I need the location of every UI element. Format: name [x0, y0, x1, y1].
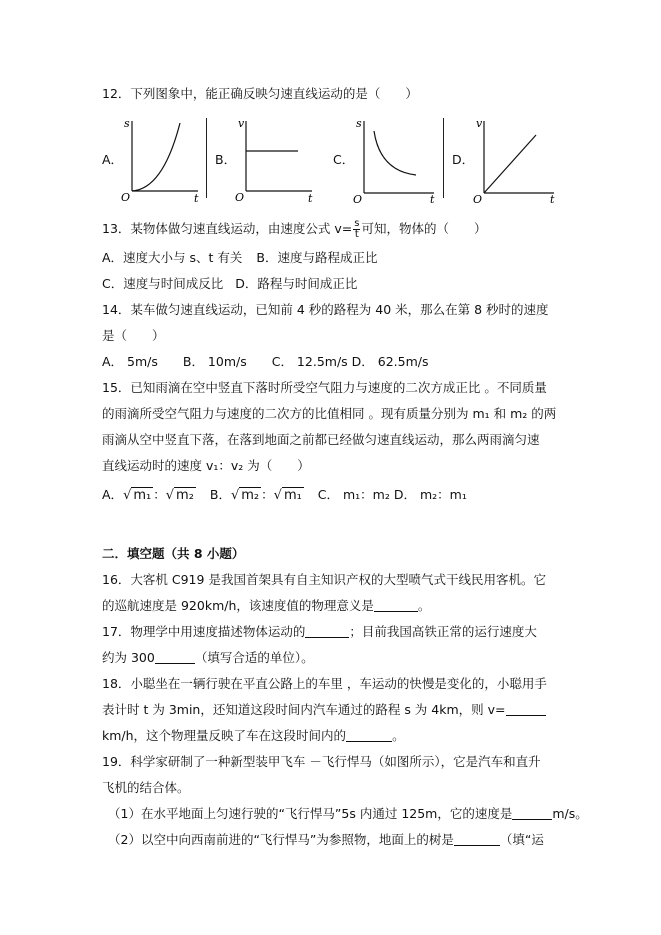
q12-graph-c-y-axis: s — [356, 117, 362, 130]
q18-line-3: km/h，这个物理量反映了车在这段时间内的 。 — [102, 728, 405, 743]
q12-graph-d-y-axis: v — [476, 117, 483, 130]
q12-divider — [443, 118, 444, 198]
sqrt-m2: √ m₂ — [230, 488, 260, 503]
q16-line-2: 的巡航速度是 920km/h，该速度值的物理意义是 。 — [102, 598, 431, 613]
q15-line-4: 直线运动时的速度 v₁：v₂ 为（ ） — [102, 458, 310, 473]
q13-stem — [102, 219, 487, 240]
q12-graph-a-y-axis: s — [124, 117, 130, 130]
q19-answer-blank-1[interactable] — [512, 806, 552, 820]
q12-option-a-label: A． — [102, 152, 124, 167]
q13-option-c: C．速度与时间成反比 — [102, 276, 224, 291]
q15-option-b-label: B． — [209, 487, 231, 502]
q17-answer-blank-1[interactable] — [305, 624, 349, 638]
q16-line-1: 16．大客机 C919 是我国首架具有自主知识产权的大型喷气式干线民用客机。它 — [102, 572, 546, 587]
q13-stem-after: 可知，物体的（ ） — [361, 221, 487, 236]
q19-sub-1: （1）在水平地面上匀速行驶的“飞行悍马”5s 内通过 125m，它的速度是 m/s。 — [108, 806, 588, 821]
q16-answer-blank[interactable] — [374, 598, 418, 612]
q12-text: 12．下列图象中，能正确反映匀速直线运动的是（ ） — [102, 86, 418, 101]
q13-stem-before: 13．某物体做匀速直线运动，由速度公式 v= — [102, 221, 353, 236]
q15-line-1: 15．已知雨滴在空中竖直下落时所受空气阻力与速度的二次方成正比 。不同质量 — [102, 380, 547, 395]
q19-line-2: 飞机的结合体。 — [102, 780, 190, 795]
q12-graph-d-origin: O — [473, 193, 483, 203]
q15-option-c: C． m₁：m₂ — [317, 487, 390, 502]
section-heading-fill-in: 二．填空题（共 8 小题） — [102, 546, 245, 561]
q13-option-d: D．路程与时间成正比 — [235, 276, 358, 291]
q13-options-row1 — [102, 250, 378, 266]
q12-graph-d-x-axis: t — [550, 193, 555, 203]
q12-graph-b-origin: O — [235, 191, 245, 203]
q15-line-2: 的雨滴所受空气阻力与速度的二次方的比值相同 。现有质量分别为 m₁ 和 m₂ 的两 — [102, 406, 557, 421]
sqrt-m1: √ m₁ — [273, 488, 302, 503]
q19-line-1: 19．科学家研制了一种新型装甲飞车 －飞行悍马（如图所示），它是汽车和直升 — [102, 754, 541, 769]
q12-graph-d — [470, 113, 560, 203]
q12-divider — [206, 118, 207, 198]
q18-line-2: 表计时 t 为 3min，还知道这段时间内汽车通过的路程 s 为 4km，则 v= — [102, 702, 546, 718]
q13-option-b: B．速度与路程成正比 — [256, 250, 378, 265]
q12-graph-a-x-axis: t — [194, 192, 199, 203]
q13-option-a: A．速度大小与 s、t 有关 — [102, 250, 243, 265]
q15-option-a-label: A． — [102, 487, 124, 502]
q12-graph-a-origin: O — [121, 191, 131, 203]
q17-line-2: 约为 300 （填写合适的单位）。 — [102, 650, 314, 665]
q12-option-c-label: C． — [333, 152, 355, 167]
q13-options-row2 — [102, 276, 357, 292]
speed-formula-numerator: s — [354, 218, 360, 229]
q19-answer-blank-2[interactable] — [454, 832, 500, 846]
ratio-colon: ： — [153, 487, 166, 502]
sqrt-m1: √ m₁ — [123, 488, 152, 503]
q15-option-d: D． m₂：m₁ — [393, 487, 467, 502]
speed-formula-denominator: t — [354, 229, 359, 240]
q18-line-1: 18．小聪坐在一辆行驶在平直公路上的车里 ，车运动的快慢是变化的，小聪用手 — [102, 676, 547, 691]
q12-graph-b-y-axis: v — [238, 117, 245, 130]
q15-line-3: 雨滴从空中竖直下落，在落到地面之前都已经做匀速直线运动，那么两雨滴匀速 — [102, 432, 540, 447]
q18-answer-blank-2[interactable] — [346, 728, 392, 742]
q15-options — [102, 487, 467, 504]
q18-answer-blank-1[interactable] — [506, 702, 546, 716]
q17-line-1: 17．物理学中用速度描述物体运动的 ；目前我国高铁正常的运行速度大 — [102, 624, 537, 639]
q12-graph-c-origin: O — [353, 193, 363, 203]
sqrt-m2: √ m₂ — [165, 488, 194, 503]
q12-graph-b-x-axis: t — [308, 192, 313, 203]
q12-graph-c — [350, 113, 440, 203]
ratio-colon: ： — [261, 487, 274, 502]
q14-line-2: 是（ ） — [102, 328, 165, 343]
q14-options: A． 5m/s B． 10m/s C． 12.5m/s D． 62.5m/s — [102, 354, 429, 369]
q17-answer-blank-2[interactable] — [155, 650, 195, 664]
q12-graph-a — [118, 113, 204, 203]
q12-option-b-label: B． — [215, 152, 237, 167]
speed-formula — [353, 219, 360, 240]
q12-graph-c-x-axis: t — [430, 193, 435, 203]
q12-graph-b — [232, 113, 318, 203]
q12-option-d-label: D． — [452, 152, 475, 167]
q19-sub-2: （2）以空中向西南前进的“飞行悍马”为参照物，地面上的树是 （填“运 — [108, 832, 544, 847]
q14-line-1: 14．某车做匀速直线运动，已知前 4 秒的路程为 40 米，那么在第 8 秒时的速度 — [102, 302, 549, 317]
